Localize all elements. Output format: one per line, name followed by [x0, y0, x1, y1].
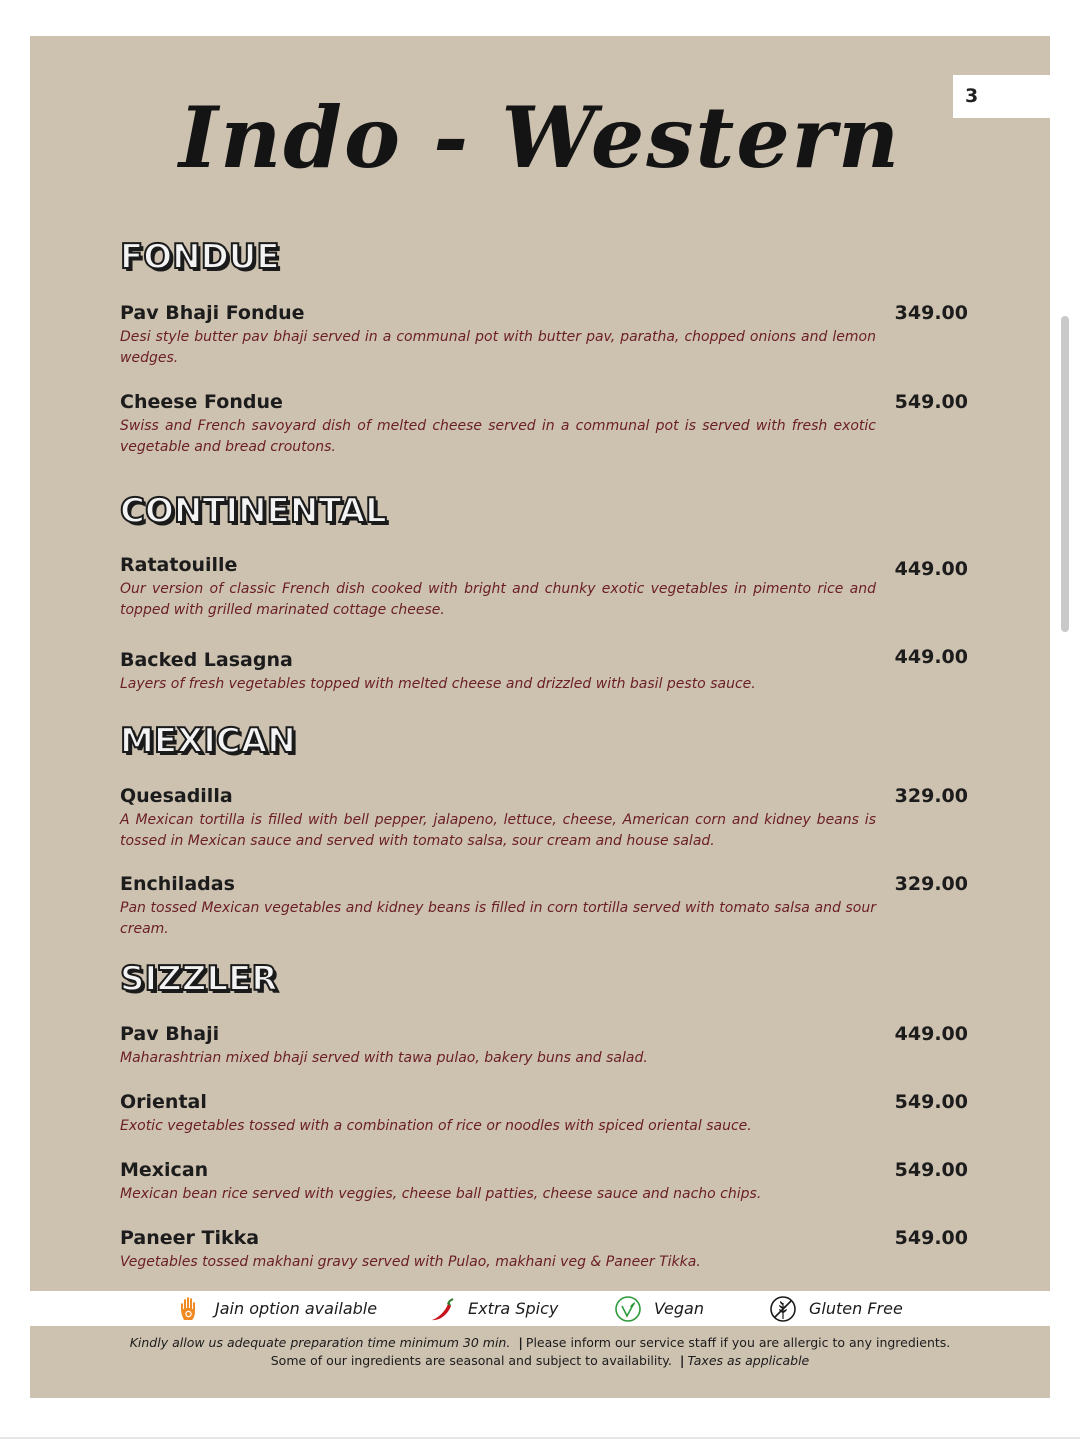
item-price: 449.00	[894, 558, 968, 580]
item-name: Pav Bhaji	[120, 1023, 220, 1045]
footer-text: Taxes as applicable	[687, 1353, 810, 1368]
hand-icon	[175, 1295, 203, 1323]
item-name: Mexican	[120, 1159, 209, 1181]
legend-vegan	[614, 1291, 704, 1326]
footer-line	[30, 1334, 1050, 1352]
item-description: Pan tossed Mexican vegetables and kidney beans is filled in corn tortilla served with tomato salsa and sour cream.	[120, 900, 876, 937]
item-price: 549.00	[894, 391, 968, 413]
menu-item	[120, 300, 968, 368]
legend-label: Extra Spicy	[468, 1299, 559, 1318]
vegan-leaf-icon	[614, 1295, 642, 1323]
item-price: 549.00	[894, 1091, 968, 1113]
legend-label: Jain option available	[215, 1299, 378, 1318]
item-name: Pav Bhaji Fondue	[120, 302, 305, 324]
menu-item	[120, 1225, 968, 1273]
item-price: 329.00	[894, 785, 968, 807]
item-description: Layers of fresh vegetables topped with melted cheese and drizzled with basil pesto sauce.	[120, 676, 756, 692]
item-description: Exotic vegetables tossed with a combination of rice or noodles with spiced oriental sauce.	[120, 1118, 752, 1134]
item-name: Quesadilla	[120, 785, 233, 807]
menu-item	[120, 389, 968, 457]
item-name: Backed Lasagna	[120, 649, 293, 671]
separator: |	[679, 1353, 685, 1368]
menu-item	[120, 1157, 968, 1205]
section-heading-fondue: FONDUE	[120, 237, 280, 277]
item-description: A Mexican tortilla is filled with bell pepper, jalapeno, lettuce, cheese, American corn and kidney beans is tossed in Mexican sauce and served with tomato salsa, sour cream and house salad.	[120, 812, 876, 849]
legend-spicy	[428, 1291, 558, 1326]
footer-text: Kindly allow us adequate preparation time minimum 30 min.	[129, 1335, 511, 1350]
item-price: 549.00	[894, 1159, 968, 1181]
legend-gluten-free	[769, 1291, 903, 1326]
item-price: 449.00	[894, 646, 968, 668]
item-description: Maharashtrian mixed bhaji served with tawa pulao, bakery buns and salad.	[120, 1050, 648, 1066]
item-price: 349.00	[894, 302, 968, 324]
legend-jain	[175, 1291, 377, 1326]
section-heading-continental: CONTINENTAL	[120, 491, 387, 531]
item-name: Cheese Fondue	[120, 391, 283, 413]
footer-text: Some of our ingredients are seasonal and subject to availability.	[270, 1353, 672, 1368]
legend-label: Gluten Free	[809, 1299, 903, 1318]
item-price: 549.00	[894, 1227, 968, 1249]
section-heading-mexican: MEXICAN	[120, 721, 296, 761]
footer-notes	[30, 1334, 1050, 1370]
item-description: Desi style butter pav bhaji served in a communal pot with butter pav, paratha, chopped onions and lemon wedges.	[120, 329, 876, 366]
item-name: Oriental	[120, 1091, 207, 1113]
item-name: Enchiladas	[120, 873, 235, 895]
scrollbar[interactable]	[1061, 316, 1069, 632]
separator: |	[518, 1335, 523, 1350]
item-description: Vegetables tossed makhani gravy served with Pulao, makhani veg & Paneer Tikka.	[120, 1254, 701, 1270]
footer-text: Please inform our service staff if you are allergic to any ingredients.	[525, 1335, 951, 1350]
page-number: 3	[953, 75, 1050, 118]
section-heading-sizzler: SIZZLER	[120, 959, 278, 999]
menu-item	[120, 1089, 968, 1137]
menu-item	[120, 783, 968, 851]
page-title: Indo - Western	[178, 88, 902, 187]
gluten-free-icon	[769, 1295, 797, 1323]
footer-line	[30, 1352, 1050, 1370]
item-price: 329.00	[894, 873, 968, 895]
menu-item	[120, 1021, 968, 1069]
item-description: Our version of classic French dish cooked with bright and chunky exotic vegetables in pimento rice and topped with grilled marinated cottage cheese.	[120, 581, 876, 618]
menu-item	[120, 647, 968, 695]
item-name: Paneer Tikka	[120, 1227, 260, 1249]
menu-item	[120, 871, 968, 939]
item-description: Mexican bean rice served with veggies, cheese ball patties, cheese sauce and nacho chips.	[120, 1186, 762, 1202]
item-description: Swiss and French savoyard dish of melted cheese served in a communal pot is served with fresh exotic vegetable and bread croutons.	[120, 418, 876, 455]
legend-label: Vegan	[654, 1299, 704, 1318]
item-name: Ratatouille	[120, 554, 238, 576]
chili-icon	[428, 1295, 456, 1323]
item-price: 449.00	[894, 1023, 968, 1045]
menu-item	[120, 552, 968, 620]
legend-bar	[30, 1291, 1050, 1326]
